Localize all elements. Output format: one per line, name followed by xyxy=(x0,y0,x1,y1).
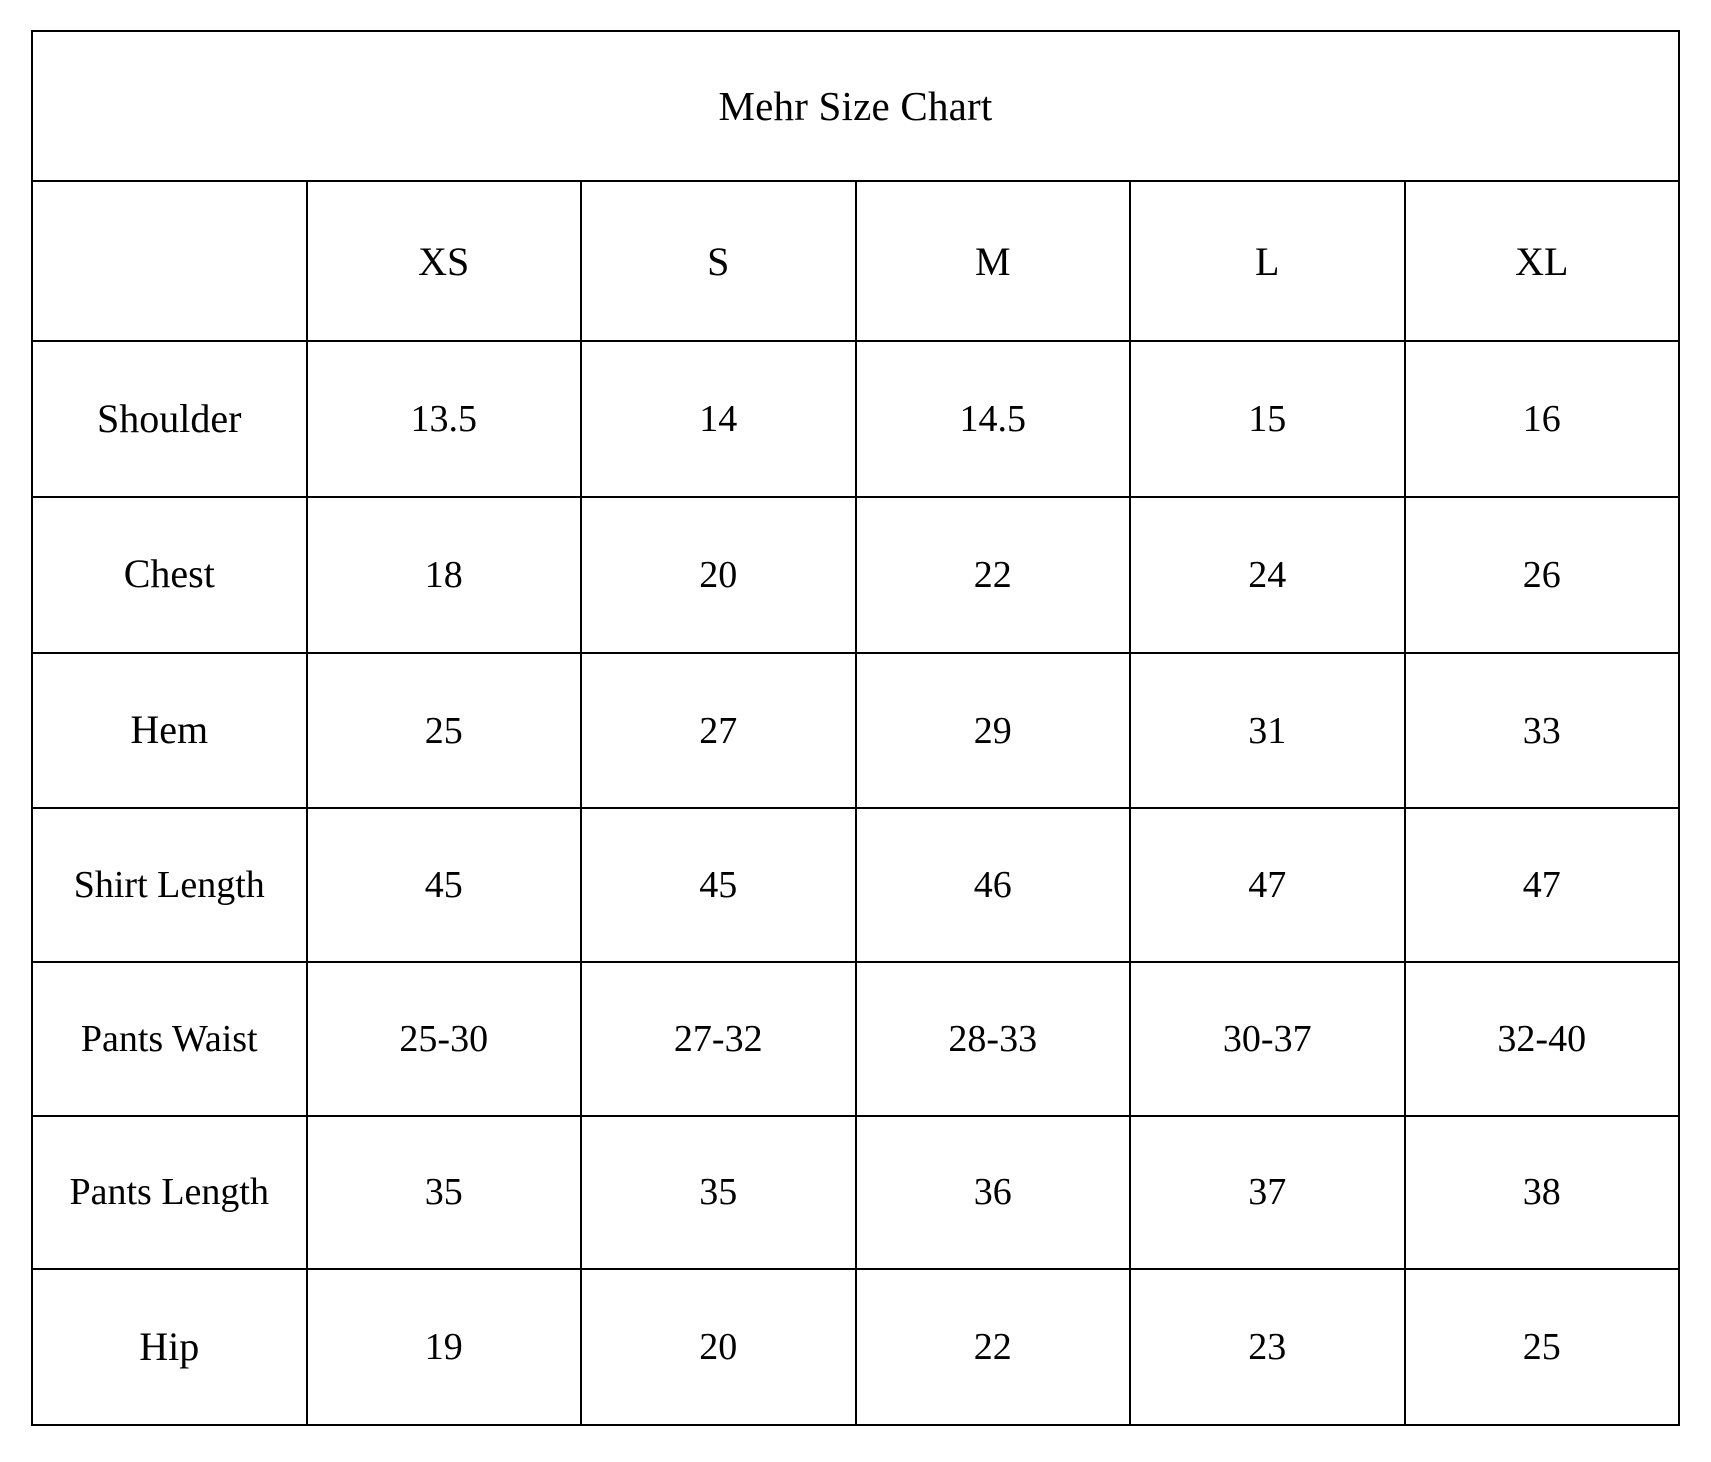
row-label-pants-length: Pants Length xyxy=(32,1116,307,1270)
cell-chest-s: 20 xyxy=(581,497,856,653)
table-row xyxy=(32,653,1679,809)
cell-shoulder-xs: 13.5 xyxy=(307,341,582,497)
row-label-hem: Hem xyxy=(32,653,307,809)
column-header-xs: XS xyxy=(307,181,582,341)
table-row xyxy=(32,1269,1679,1425)
column-header-s: S xyxy=(581,181,856,341)
table-header-row xyxy=(32,181,1679,341)
cell-shirt-length-xl: 47 xyxy=(1405,808,1680,962)
size-chart-table xyxy=(31,30,1680,1426)
cell-hip-l: 23 xyxy=(1130,1269,1405,1425)
row-label-chest: Chest xyxy=(32,497,307,653)
cell-hip-xl: 25 xyxy=(1405,1269,1680,1425)
table-row xyxy=(32,341,1679,497)
cell-hem-s: 27 xyxy=(581,653,856,809)
cell-pants-waist-s: 27-32 xyxy=(581,962,856,1116)
table-title-row xyxy=(32,31,1679,181)
cell-chest-m: 22 xyxy=(856,497,1131,653)
corner-cell xyxy=(32,181,307,341)
row-label-pants-waist: Pants Waist xyxy=(32,962,307,1116)
cell-shoulder-s: 14 xyxy=(581,341,856,497)
cell-pants-length-xs: 35 xyxy=(307,1116,582,1270)
cell-shoulder-xl: 16 xyxy=(1405,341,1680,497)
cell-hem-l: 31 xyxy=(1130,653,1405,809)
column-header-l: L xyxy=(1130,181,1405,341)
cell-shirt-length-xs: 45 xyxy=(307,808,582,962)
table-row xyxy=(32,1116,1679,1270)
cell-pants-waist-l: 30-37 xyxy=(1130,962,1405,1116)
row-label-shoulder: Shoulder xyxy=(32,341,307,497)
cell-chest-xs: 18 xyxy=(307,497,582,653)
column-header-m: M xyxy=(856,181,1131,341)
cell-pants-length-l: 37 xyxy=(1130,1116,1405,1270)
cell-pants-waist-xl: 32-40 xyxy=(1405,962,1680,1116)
cell-pants-length-s: 35 xyxy=(581,1116,856,1270)
row-label-hip: Hip xyxy=(32,1269,307,1425)
table-row xyxy=(32,962,1679,1116)
cell-shoulder-l: 15 xyxy=(1130,341,1405,497)
cell-hip-s: 20 xyxy=(581,1269,856,1425)
cell-hem-xs: 25 xyxy=(307,653,582,809)
cell-hem-m: 29 xyxy=(856,653,1131,809)
row-label-shirt-length: Shirt Length xyxy=(32,808,307,962)
page-title: Mehr Size Chart xyxy=(32,31,1679,181)
table-row xyxy=(32,808,1679,962)
cell-chest-l: 24 xyxy=(1130,497,1405,653)
cell-shirt-length-m: 46 xyxy=(856,808,1131,962)
cell-shoulder-m: 14.5 xyxy=(856,341,1131,497)
cell-pants-waist-m: 28-33 xyxy=(856,962,1131,1116)
cell-pants-length-xl: 38 xyxy=(1405,1116,1680,1270)
cell-chest-xl: 26 xyxy=(1405,497,1680,653)
table-row xyxy=(32,497,1679,653)
cell-hip-m: 22 xyxy=(856,1269,1131,1425)
cell-shirt-length-l: 47 xyxy=(1130,808,1405,962)
cell-hip-xs: 19 xyxy=(307,1269,582,1425)
cell-hem-xl: 33 xyxy=(1405,653,1680,809)
cell-shirt-length-s: 45 xyxy=(581,808,856,962)
cell-pants-length-m: 36 xyxy=(856,1116,1131,1270)
cell-pants-waist-xs: 25-30 xyxy=(307,962,582,1116)
column-header-xl: XL xyxy=(1405,181,1680,341)
